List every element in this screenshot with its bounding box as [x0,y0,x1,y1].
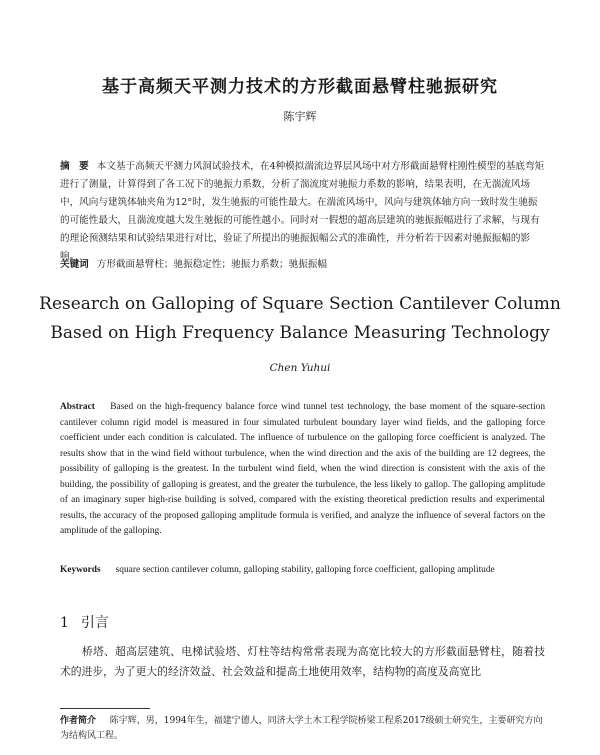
author-footnote [60,714,545,744]
footnote-text: 陈宇辉，男，1994年生，福建宁德人，同济大学土木工程学院桥梁工程系2017级硕士研究生，主要研究方向为结构风工程。 [60,716,543,741]
section-number: 1 [60,615,69,631]
section-title: 引言 [80,615,109,631]
english-abstract-text: Based on the high-frequency balance force wind tunnel test technology, the base moment of the square-section cantilever column rigid model is measured in four simulated turbulent boundary layer wind fields, and the galloping force coefficient under each condition is calculated. The influence of turbulence on the galloping force coefficient is analyzed. The results show that in the wind field without turbulence, when the wind direction and the axis of the building are 12 degrees, the possibility of galloping is the greatest. In the turbulent wind field, when the wind direction is consistent with the axis of the building, the possibility of galloping is greatest, and the greater the turbulence, the less likely to gallop. The galloping amplitude of an imaginary super high-rise building is solved, compared with the existing theoretical prediction results and experimental results, the accuracy of the proposed galloping amplitude formula is verified, and analyze the influence of several factors on the amplitude of the galloping. [60,402,546,536]
english-keywords-label: Keywords [60,565,101,575]
introduction-paragraph: 桥塔、超高层建筑、电梯试验塔、灯柱等结构常常表现为高宽比较大的方形截面悬臂柱，随着技术的进步，为了更大的经济效益、社会效益和提高土地使用效率，结构物的高度及高宽比 [60,645,545,678]
english-author: Chen Yuhui [269,362,331,374]
chinese-keywords [60,256,545,274]
english-keywords-text: square section cantilever column, galloping stability, galloping force coefficient, galloping amplitude [115,565,495,575]
english-title-line-1: Research on Galloping of Square Section Cantilever Column [39,294,561,314]
chinese-abstract-text: 本文基于高频天平测力风洞试验技术，在4种模拟湍流边界层风场中对方形截面悬臂柱刚性模型的基底弯矩进行了测量，计算得到了各工况下的驰振力系数，分析了湍流度对驰振力系数的影响，结果表明，在无湍流风场中，风向与建筑体轴夹角为12°时，发生驰振的可能性最大。在湍流风场中，风向与建筑体轴方向一致时发生驰振的可能性最大，且湍流度越大发生驰振的可能性越小。同时对一假想的超高层建筑的驰振振幅进行了求解，与现有的理论预测结果和试验结果进行对比，验证了所提出的驰振振幅公式的准确性，并分析若干因素对驰振振幅的影响。 [60,161,545,262]
footnote-divider [60,708,150,709]
english-keywords [60,563,545,579]
section-heading [60,612,109,632]
chinese-author: 陈宇辉 [283,110,317,123]
english-title [0,290,600,348]
chinese-abstract [60,158,545,266]
chinese-title: 基于高频天平测力技术的方形截面悬臂柱驰振研究 [102,77,498,97]
footnote-label: 作者简介 [60,716,97,726]
chinese-keywords-text: 方形截面悬臂柱；驰振稳定性；驰振力系数；驰振振幅 [96,259,328,270]
english-abstract-label: Abstract [60,402,95,412]
chinese-keywords-label: 关键词 [60,259,89,270]
english-abstract [60,400,545,540]
chinese-abstract-label: 摘 要 [60,161,89,172]
english-title-line-2: Based on High Frequency Balance Measuring Technology [50,323,550,343]
